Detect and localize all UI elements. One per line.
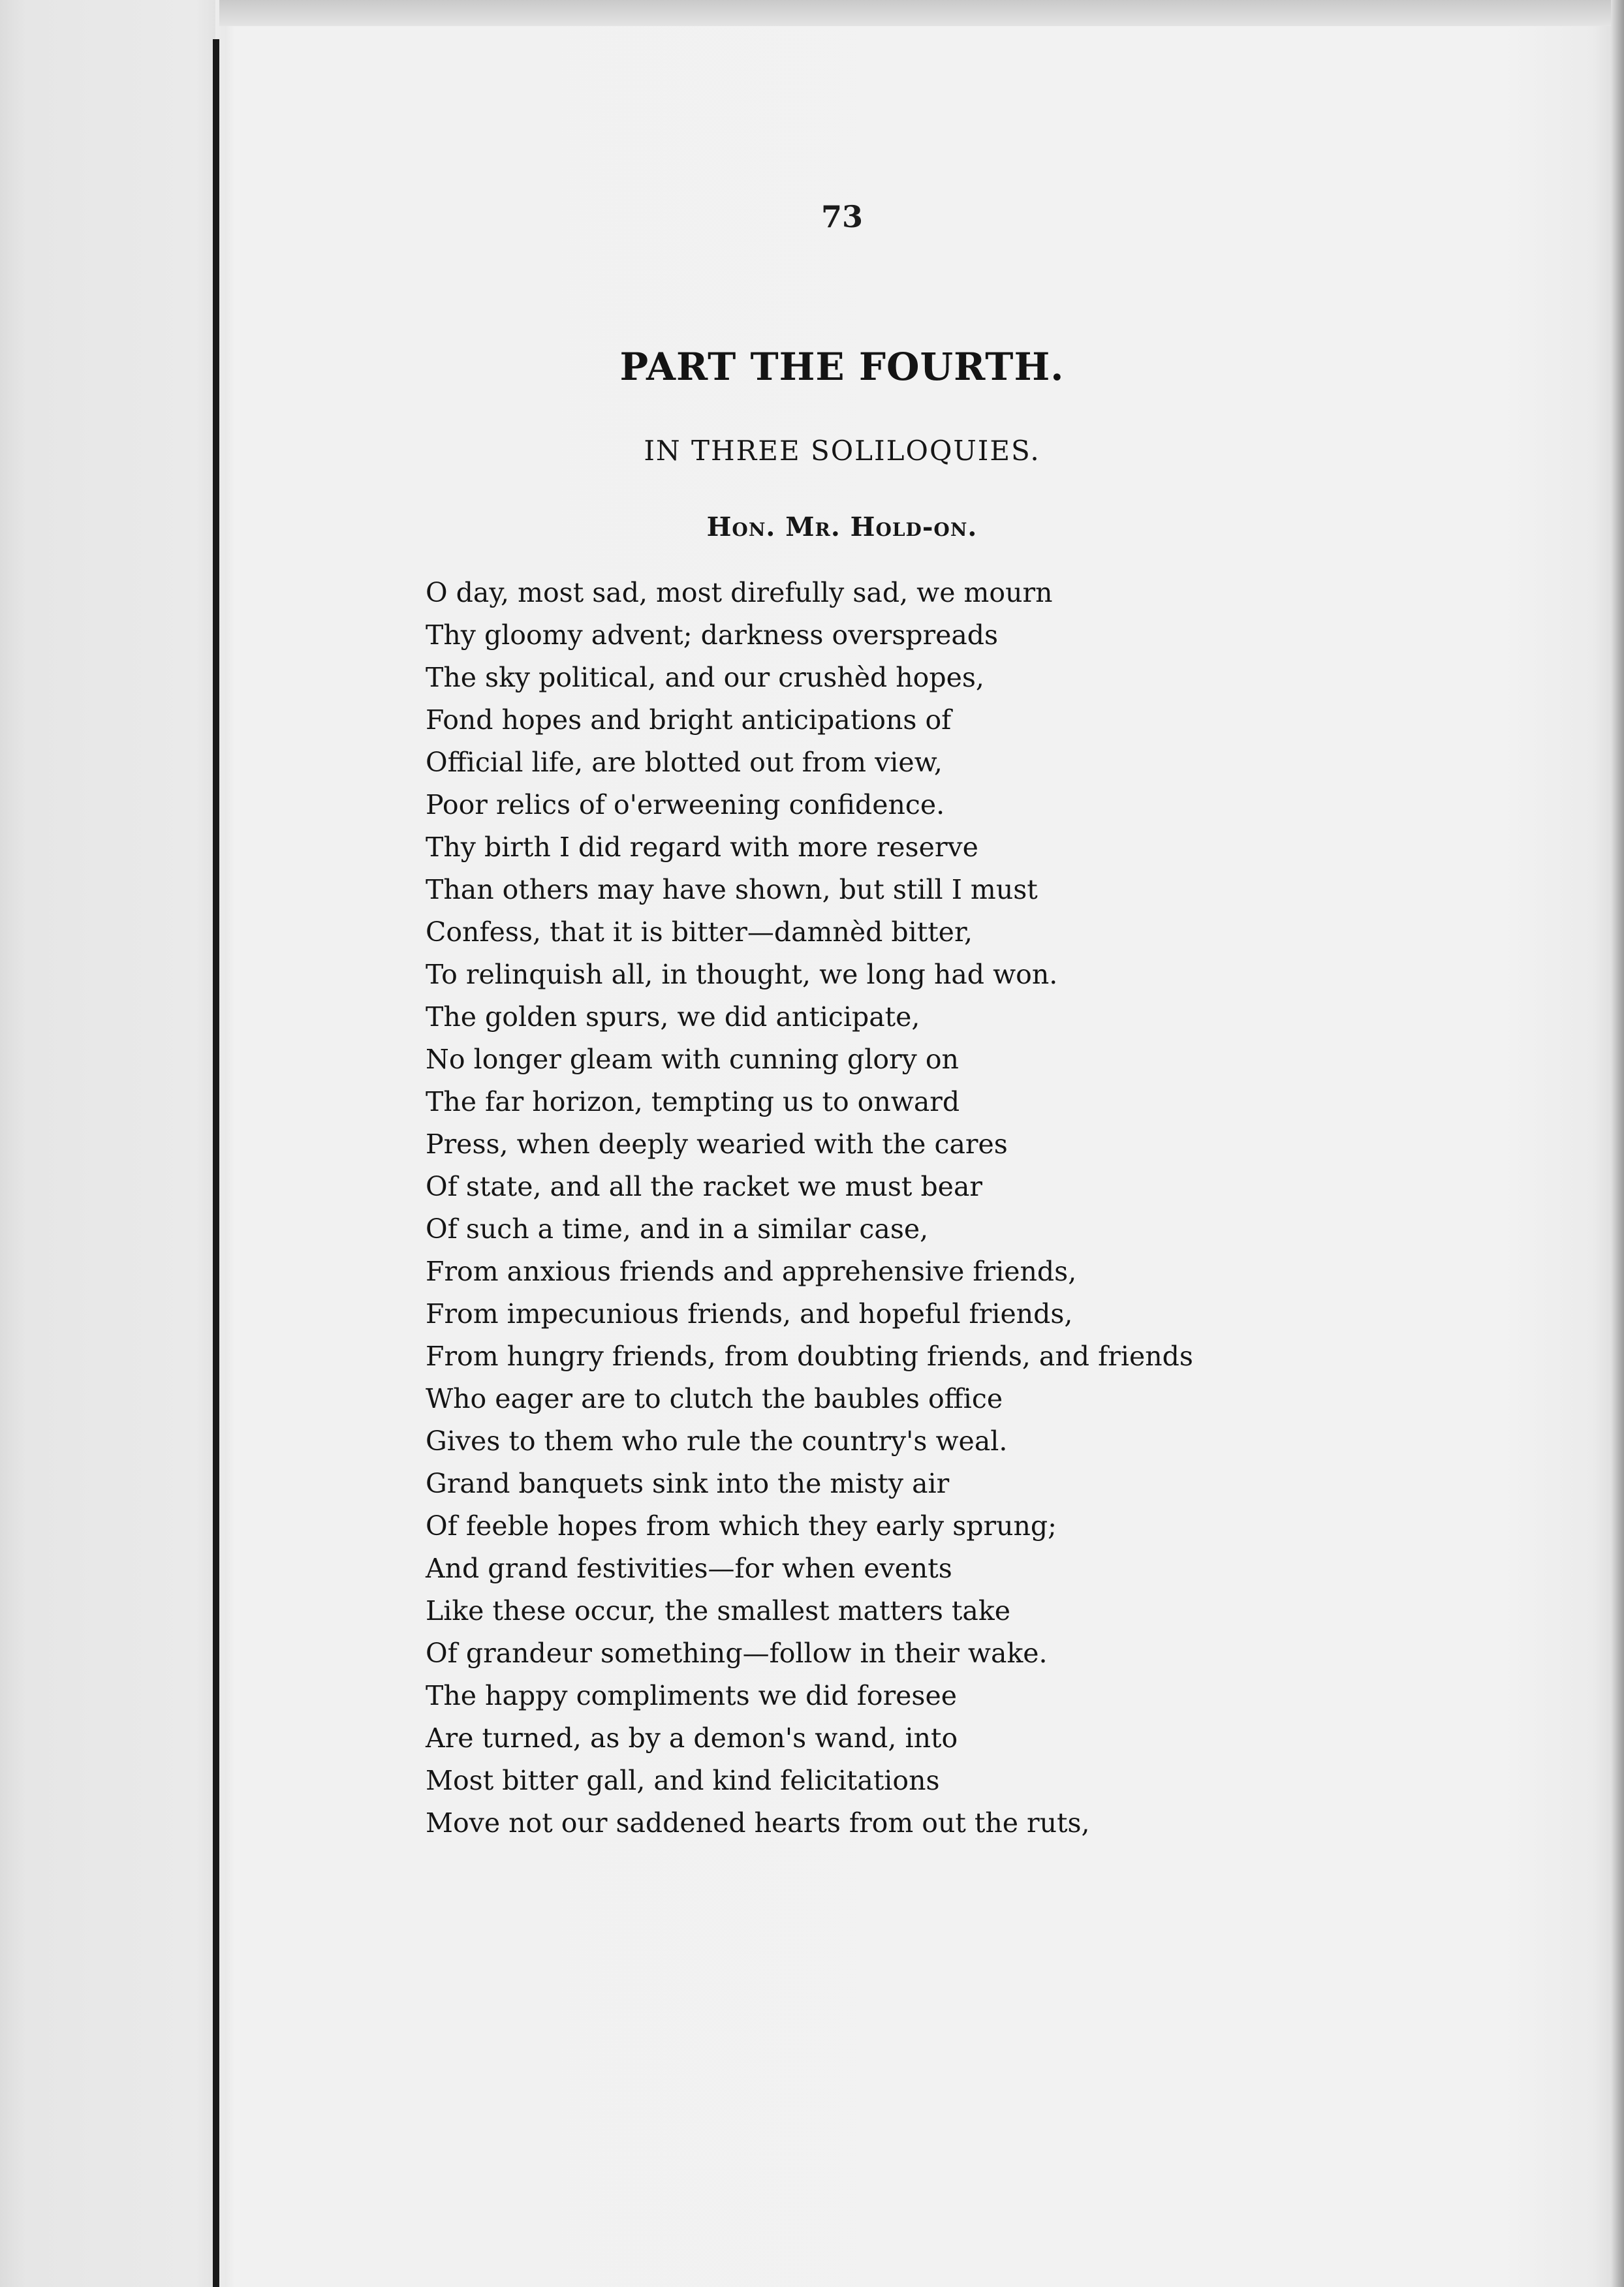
poem-line: Move not our saddened hearts from out the ruts,: [426, 1807, 1090, 1839]
poem-line: Than others may have shown, but still I must: [426, 874, 1038, 905]
poem-line: Who eager are to clutch the baubles office: [426, 1383, 1003, 1414]
poem-line: No longer gleam with cunning glory on: [426, 1044, 959, 1075]
subtitle: IN THREE SOLILOQUIES.: [644, 435, 1040, 467]
poem-line: Of grandeur something—follow in their wake.: [426, 1638, 1048, 1669]
poem-line: Grand banquets sink into the misty air: [426, 1468, 950, 1499]
poem-line: Of state, and all the racket we must bear: [426, 1171, 982, 1202]
poem-line: The golden spurs, we did anticipate,: [426, 1001, 920, 1033]
poem-line: Gives to them who rule the country's weal.: [426, 1425, 1008, 1457]
poem-line: Thy birth I did regard with more reserve: [426, 832, 978, 863]
part-title: PART THE FOURTH.: [619, 345, 1065, 389]
poem-line: And grand festivities—for when events: [426, 1553, 952, 1584]
poem-line: The sky political, and our crushèd hopes,: [426, 662, 984, 693]
poem-line: Most bitter gall, and kind felicitations: [426, 1765, 940, 1796]
poem-line: Press, when deeply wearied with the cares: [426, 1128, 1008, 1160]
poem-line: Of such a time, and in a similar case,: [426, 1213, 929, 1245]
poem-line: From anxious friends and apprehensive friends,: [426, 1256, 1077, 1287]
poem-line: Confess, that it is bitter—damnèd bitter,: [426, 916, 973, 948]
poem-line: To relinquish all, in thought, we long had won.: [426, 959, 1058, 990]
poem-line: Of feeble hopes from which they early sprung;: [426, 1510, 1057, 1542]
page-top-edge: [219, 0, 1624, 26]
poem-line: From hungry friends, from doubting friends, and friends: [426, 1341, 1193, 1372]
poem-line: The happy compliments we did foresee: [426, 1680, 957, 1711]
poem-line: Poor relics of o'erweening confidence.: [426, 789, 945, 820]
poem-text: [426, 572, 1339, 1844]
poem-line: Official life, are blotted out from view,: [426, 747, 943, 778]
poem-line: Like these occur, the smallest matters take: [426, 1595, 1010, 1626]
poem-line: Are turned, as by a demon's wand, into: [426, 1722, 958, 1754]
poem-line: Fond hopes and bright anticipations of: [426, 704, 952, 736]
binding-edge: [213, 39, 219, 2287]
page-right-edge: [1611, 0, 1624, 2287]
left-page-margin: [0, 0, 215, 2287]
poem-line: O day, most sad, most direfully sad, we mourn: [426, 577, 1053, 608]
poem-line: From impecunious friends, and hopeful friends,: [426, 1298, 1073, 1330]
poem-line: The far horizon, tempting us to onward: [426, 1086, 960, 1117]
page-number: 73: [820, 199, 863, 234]
poem-line: Thy gloomy advent; darkness overspreads: [426, 619, 999, 651]
speaker-heading: Hon. Mr. Hold-on.: [706, 512, 978, 542]
